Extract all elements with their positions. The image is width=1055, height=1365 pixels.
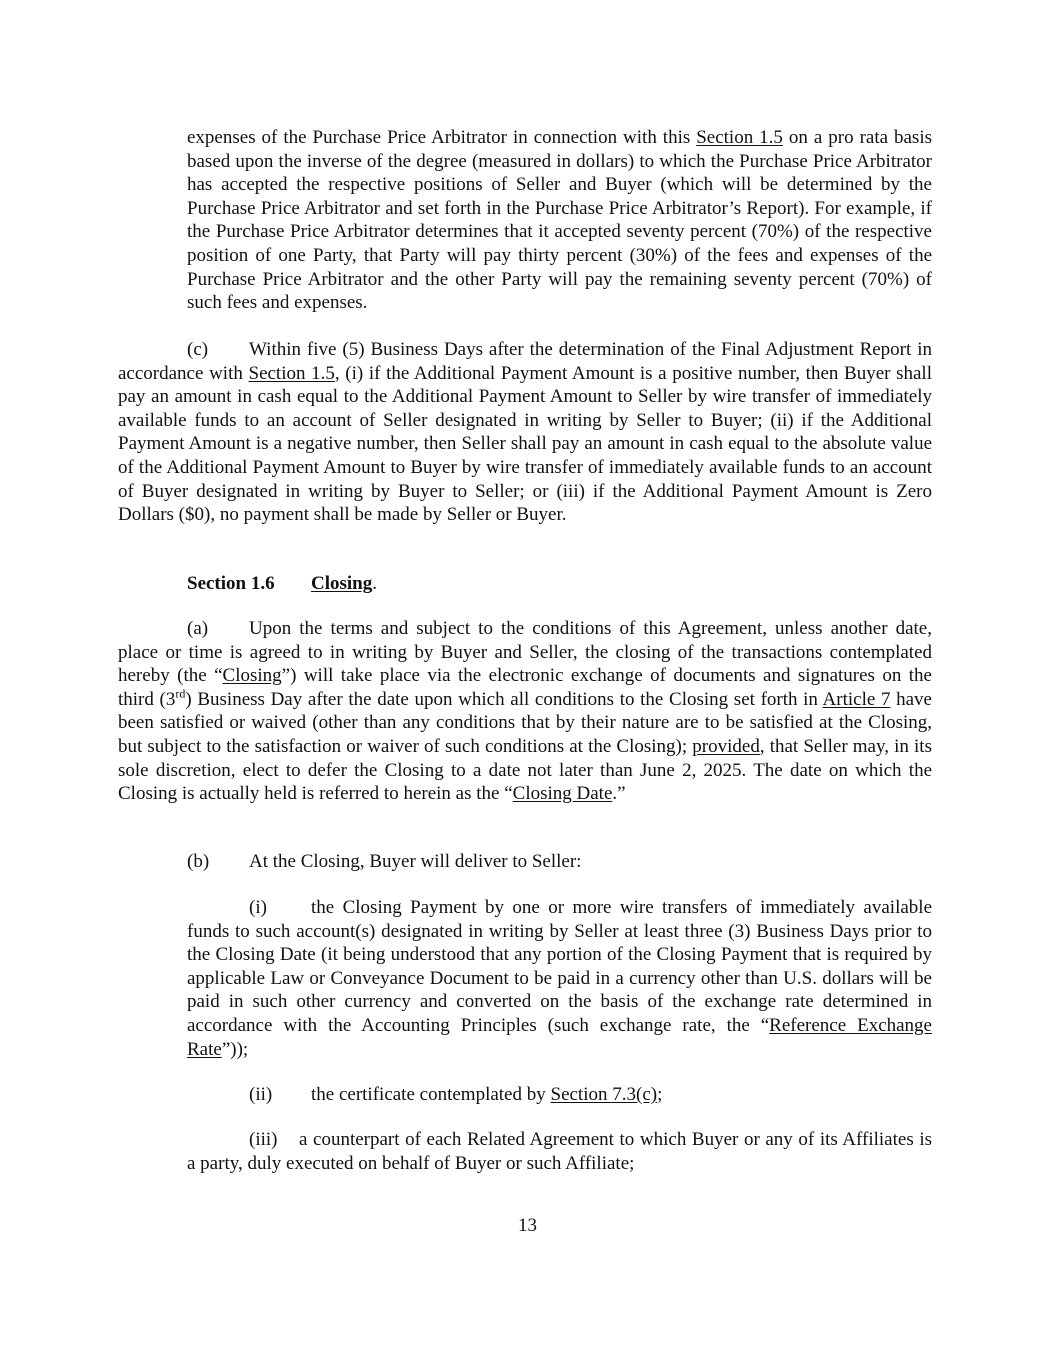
paragraph-continuation — [187, 126, 932, 315]
item-iii — [187, 1128, 932, 1175]
paragraph-text: Within five (5) Business Days after the determination of the Final Adjustment Report in accordance with — [118, 339, 932, 384]
item-text: ”)); — [221, 1038, 249, 1060]
cross-reference-section-7-3c: Section 7.3(c) — [550, 1084, 658, 1105]
paragraph-label: (a) — [187, 618, 209, 639]
section-heading — [187, 572, 932, 596]
paragraph-c — [118, 338, 932, 527]
paragraph-text: .” — [612, 783, 626, 805]
cross-reference-section-1-5: Section 1.5 — [696, 127, 783, 148]
item-ii — [187, 1083, 932, 1107]
cross-reference-article-7: Article 7 — [822, 688, 891, 710]
section-title: Closing — [311, 573, 373, 594]
paragraph-a — [118, 617, 932, 806]
paragraph-label: (c) — [187, 339, 209, 360]
item-text: the Closing Payment by one or more wire transfers of immediately available funds to such account(s) designated in writing by Seller at least three (3) Business Days prior to the Closing Date (it being understood that any portion of the Closing Payment that is required by applicable Law or Conveyance Document to be paid in a currency other than U.S. dollars will be paid in such other currency and converted on the basis of the exchange rate determined in accordance with the Accounting Principles (such exchange rate, the “ — [187, 897, 932, 1036]
paragraph-text: At the Closing, Buyer will deliver to Seller: — [249, 851, 582, 872]
paragraph-text: ”) will take place via the electronic exchange of documents and signatures on the third (3 — [118, 665, 932, 710]
defined-term-reference-exchange-rate: Reference Exchange Rate — [187, 1014, 932, 1060]
paragraph-text: ) Business Day after the date upon which all conditions to the Closing set forth in — [185, 688, 823, 710]
paragraph-text: on a pro rata basis based upon the inverse of the degree (measured in dollars) to which the Purchase Price Arbitrator has accepted the respective positions of Seller and Buyer (which will be determined by the Purchase Price Arbitrator and set forth in the Purchase Price Arbitrator’s Report). For example, if the Purchase Price Arbitrator determines that it accepted seventy percent (70%) of the respective position of one Party, that Party will pay thirty percent (30%) of the fees and expenses of the Purchase Price Arbitrator and the other Party will pay the remaining seventy percent (70%) of such fees and expenses. — [187, 127, 933, 314]
item-i — [187, 896, 932, 1061]
paragraph-text: have been satisfied or waived (other than any conditions that by their nature are to be satisfied at the Closing, but subject to the satisfaction or waiver of such conditions at the Closing); — [118, 688, 932, 757]
page-number: 13 — [518, 1215, 537, 1236]
defined-term-closing-date: Closing Date — [512, 783, 613, 805]
cross-reference-section-1-5: Section 1.5 — [248, 362, 335, 384]
item-label: (ii) — [249, 1084, 273, 1105]
item-text: a counterpart of each Related Agreement to which Buyer or any of its Affiliates is a party, duly executed on behalf of Buyer or such Affiliate; — [187, 1129, 932, 1174]
defined-term-closing: Closing — [222, 665, 282, 687]
paragraph-text: Upon the terms and subject to the conditions of this Agreement, unless another date, place or time is agreed to in writing by Buyer and Seller, the closing of the transactions contemplated hereby (the “ — [118, 618, 932, 687]
ordinal-superscript: rd — [175, 686, 186, 701]
item-label: (iii) — [249, 1129, 278, 1150]
paragraph-text: , (i) if the Additional Payment Amount is a positive number, then Buyer shall pay an amount in cash equal to the Additional Payment Amount to Seller by wire transfer of immediately available funds to an account of Seller designated in writing by Seller to Buyer; (ii) if the Additional Payment Amount is a negative number, then Seller shall pay an amount in cash equal to the absolute value of the Additional Payment Amount to Buyer by wire transfer of immediately available funds to an account of Buyer designated in writing by Buyer to Seller; or (iii) if the Additional Payment Amount is Zero Dollars ($0), no payment shall be made by Seller or Buyer. — [118, 362, 932, 526]
paragraph-text: expenses of the Purchase Price Arbitrator in connection with this — [187, 127, 697, 148]
proviso-term: provided — [692, 735, 760, 757]
section-number: Section 1.6 — [187, 573, 275, 594]
paragraph-b — [187, 850, 932, 874]
item-text: ; — [657, 1084, 663, 1105]
paragraph-text: , that Seller may, in its sole discretion, elect to defer the Closing to a date not later than June 2, 2025. The date on which the Closing is actually held is referred to herein as the “ — [118, 735, 932, 805]
section-title-period: . — [372, 573, 377, 594]
item-label: (i) — [249, 897, 267, 918]
paragraph-label: (b) — [187, 851, 210, 872]
item-text: the certificate contemplated by — [311, 1084, 551, 1105]
